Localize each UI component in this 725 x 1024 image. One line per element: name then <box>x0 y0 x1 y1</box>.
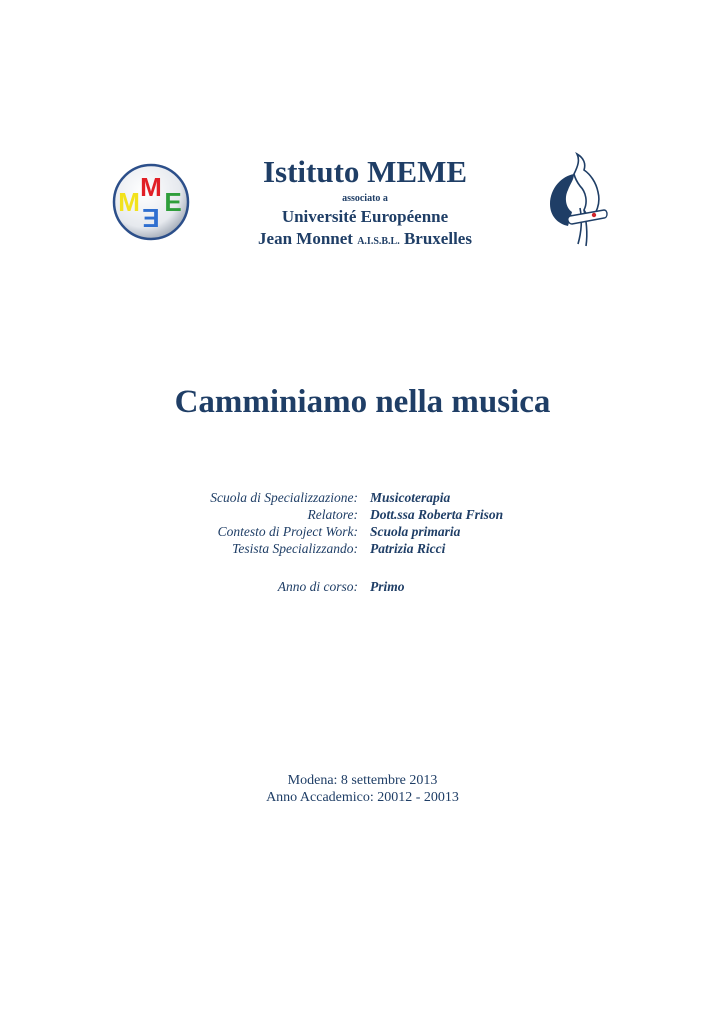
thesis-title: Camminiamo nella musica <box>174 384 551 420</box>
footer <box>0 772 725 806</box>
academic-year: Anno Accademico: 20012 - 20013 <box>266 790 459 805</box>
thesis-details <box>140 489 560 595</box>
institute-header <box>200 153 530 253</box>
detail-value: Scuola primaria <box>370 524 461 539</box>
detail-label: Tesista Specializzando: <box>232 541 358 556</box>
detail-value: Dott.ssa Roberta Frison <box>370 507 504 522</box>
place-date: Modena: 8 settembre 2013 <box>287 773 438 788</box>
meme-logo <box>112 163 190 241</box>
monnet-city: Bruxelles <box>403 229 472 248</box>
detail-row <box>140 489 560 506</box>
detail-value: Patrizia Ricci <box>370 541 446 556</box>
monnet-abbr: A.I.S.B.L. <box>357 236 400 247</box>
svg-text:M: M <box>140 172 162 202</box>
svg-text:E: E <box>164 187 182 217</box>
svg-text:E: E <box>142 203 160 233</box>
monnet-line <box>200 228 530 253</box>
monnet-main: Jean Monnet <box>258 229 353 248</box>
detail-label: Scuola di Specializzazione: <box>210 490 358 505</box>
detail-label: Relatore: <box>307 507 358 522</box>
year-value: Primo <box>370 579 405 594</box>
university-name: Université Européenne <box>281 207 449 226</box>
dove-scroll-logo <box>544 152 610 248</box>
year-label: Anno di corso: <box>277 579 358 594</box>
detail-row <box>140 540 560 557</box>
detail-row <box>140 506 560 523</box>
detail-row <box>140 523 560 540</box>
detail-value: Musicoterapia <box>370 490 451 505</box>
year-row <box>140 578 560 595</box>
svg-text:M: M <box>118 187 140 217</box>
detail-label: Contesto di Project Work: <box>217 524 358 539</box>
institute-title: Istituto MEME <box>262 154 468 189</box>
associated-label: associato a <box>342 193 388 204</box>
